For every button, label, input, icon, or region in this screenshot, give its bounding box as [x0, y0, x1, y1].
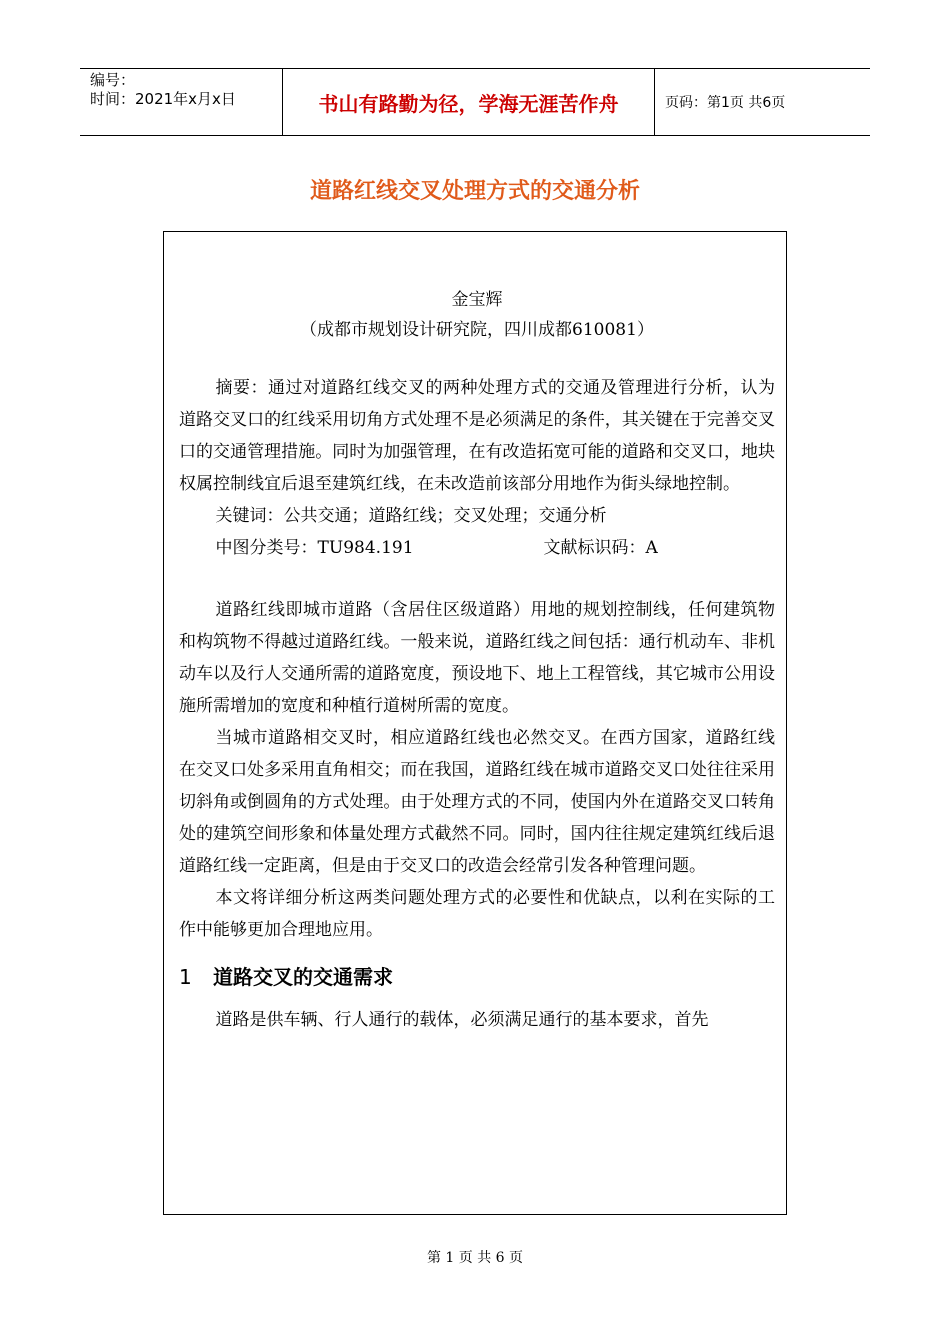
keywords: 关键词：公共交通；道路红线；交叉处理；交通分析 [215, 506, 607, 526]
header-table [80, 68, 870, 136]
number-label: 编号： [90, 71, 136, 89]
affiliation: （成都市规划设计研究院，四川成都610081） [300, 320, 654, 340]
page-label: 页码：第1页 共6页 [665, 95, 786, 111]
body-paragraph: 本文将详细分析这两类问题处理方式的必要性和优缺点，以利在实际的工作中能够更加合理地应用。 [179, 888, 775, 940]
date-label: 时间：2021年x月x日 [90, 90, 236, 108]
section-paragraph: 道路是供车辆、行人通行的载体，必须满足通行的基本要求，首先 [215, 1010, 709, 1030]
abstract: 摘要：通过对道路红线交叉的两种处理方式的交通及管理进行分析，认为道路交叉口的红线采用切角方式处理不是必须满足的条件，其关键在于完善交叉口的交通管理措施。同时为加强管理，在有改造拓宽可能的道路和交叉口，地块权属控制线宜后退至建筑红线，在未改造前该部分用地作为街头绿地控制。 [179, 378, 775, 494]
clc-number: 中图分类号：TU984.191 [215, 538, 414, 558]
motto: 书山有路勤为径，学海无涯苦作舟 [282, 69, 655, 135]
header-meta [80, 69, 282, 135]
page-footer: 第 1 页 共 6 页 [426, 1250, 524, 1266]
article-content [179, 286, 775, 1036]
document-id-code: 文献标识码：A [543, 538, 658, 558]
author: 金宝辉 [451, 290, 503, 310]
section-heading [179, 960, 775, 994]
body-paragraph: 当城市道路相交叉时，相应道路红线也必然交叉。在西方国家，道路红线在交叉口处多采用直角相交；而在我国，道路红线在城市道路交叉口处往往采用切斜角或倒圆角的方式处理。由于处理方式的不同，使国内外在道路交叉口转角处的建筑空间形象和体量处理方式截然不同。同时，国内往往规定建筑红线后退道路红线一定距离，但是由于交叉口的改造会经常引发各种管理问题。 [179, 728, 775, 876]
section-title: 道路交叉的交通需求 [213, 965, 393, 989]
body-paragraph: 道路红线即城市道路（含居住区级道路）用地的规划控制线，任何建筑物和构筑物不得越过道路红线。一般来说，道路红线之间包括：通行机动车、非机动车以及行人交通所需的道路宽度，预设地下、地上工程管线，其它城市公用设施所需增加的宽度和种植行道树所需的宽度。 [179, 600, 775, 716]
section-number: 1 [179, 965, 192, 989]
classification-row [179, 532, 775, 564]
document-title: 道路红线交叉处理方式的交通分析 [309, 179, 640, 204]
